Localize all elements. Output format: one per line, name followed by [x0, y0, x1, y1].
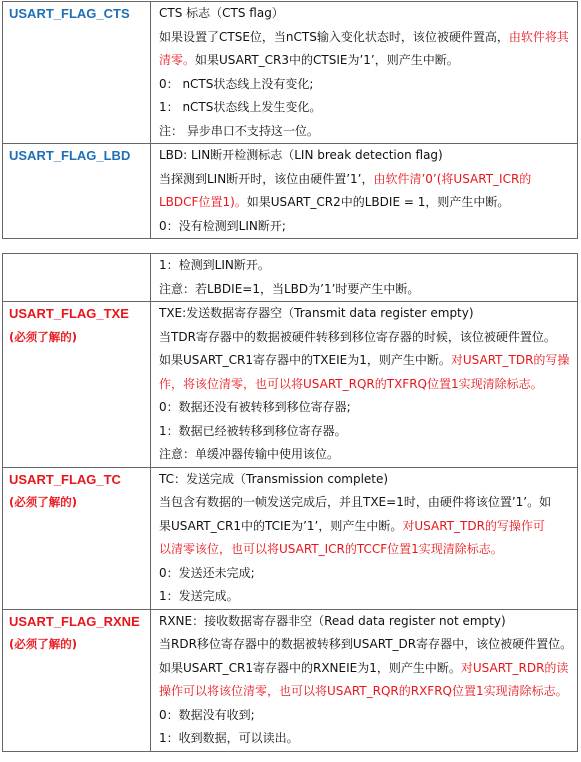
highlight-text: 对USART_TDR的写操 — [450, 353, 570, 367]
description-line — [159, 49, 577, 73]
description-text: TXE:发送数据寄存器空（Transmit data register empty) — [159, 306, 474, 320]
description-text: 0： nCTS状态线上没有变化; — [159, 76, 314, 91]
description-text: 如果USART_CR1寄存器中的RXNEIE为1，则产生中断。 — [159, 660, 461, 675]
description-text: 1：收到数据，可以读出。 — [159, 731, 299, 745]
flag-desc-cell — [151, 609, 578, 751]
flag-desc-cell — [151, 302, 578, 468]
flag-desc-cell — [151, 2, 578, 144]
highlight-text: 操作可以将该位清零，也可以将USART_RQR的RXFRQ位置1实现清除标志。 — [159, 684, 568, 698]
description-text: 0：没有检测到LIN断开; — [159, 218, 286, 233]
table-row-lbd — [3, 144, 578, 239]
description-text: 1：检测到LIN断开。 — [159, 258, 270, 272]
description-line — [159, 727, 577, 751]
description-text: 如果USART_CR1寄存器中的TXEIE为1，则产生中断。 — [159, 353, 451, 367]
description-text: RXNE：接收数据寄存器非空（Read data register not empty) — [159, 613, 506, 628]
description-line — [159, 704, 577, 728]
description-line — [159, 420, 577, 444]
description-line — [159, 73, 577, 97]
description-text: CTS 标志（CTS flag） — [159, 6, 284, 20]
description-text: 当RDR移位寄存器中的数据被转移到USART_DR寄存器中，该位被硬件置位。 — [159, 637, 573, 651]
table-row-txe — [3, 302, 578, 468]
description-line — [159, 278, 577, 302]
description-line — [159, 610, 577, 634]
description-text: 如果USART_CR2中的LBDIE = 1，则产生中断。 — [246, 195, 510, 209]
description-text: LBD: LIN断开检测标志（LIN break detection flag) — [159, 148, 443, 162]
highlight-text: 对USART_RDR的读 — [460, 660, 569, 675]
flag-desc-cell — [151, 144, 578, 239]
highlight-text: 对USART_TDR的写操作可 — [402, 518, 545, 533]
description-text: 0：数据还没有被转移到移位寄存器; — [159, 400, 351, 414]
description-text: 1：数据已经被转移到移位寄存器。 — [159, 423, 347, 438]
description-text: 注意：若LBDIE=1，当LBD为’1’时要产生中断。 — [159, 281, 420, 296]
flag-name-cell — [3, 302, 151, 468]
description-line — [159, 657, 577, 681]
flag-name-cell — [3, 467, 151, 609]
description-line — [159, 326, 577, 350]
description-line — [159, 349, 577, 373]
description-line — [159, 373, 577, 397]
description-line — [159, 585, 577, 609]
description-line — [159, 191, 577, 215]
description-text: 当包含有数据的一帧发送完成后，并且TXE=1时，由硬件将该位置’1’。如 — [159, 495, 552, 509]
highlight-text: 由软件将其 — [508, 29, 569, 44]
description-line — [159, 168, 577, 192]
must-know-note: (必须了解的) — [9, 637, 78, 651]
table-row-tc — [3, 467, 578, 609]
description-line — [159, 468, 577, 492]
flag-desc-cell — [151, 467, 578, 609]
flag-desc-cell — [151, 254, 578, 302]
description-line — [159, 144, 577, 168]
description-text: 果USART_CR1中的TCIE为’1’，则产生中断。 — [159, 518, 403, 533]
description-line — [159, 633, 577, 657]
highlight-text: 清零。 — [159, 53, 196, 67]
description-text: 注： 异步串口不支持这一位。 — [159, 123, 319, 138]
description-line — [159, 396, 577, 420]
description-line — [159, 538, 577, 562]
flag-name-lbd: USART_FLAG_LBD — [9, 148, 131, 163]
flag-table-bottom — [2, 253, 578, 752]
description-line — [159, 515, 577, 539]
flag-table-top — [2, 1, 578, 239]
description-text: TC：发送完成（Transmission complete) — [159, 471, 389, 486]
description-line — [159, 443, 577, 467]
flag-name-cell — [3, 609, 151, 751]
flag-name-tc: USART_FLAG_TC — [9, 471, 121, 487]
page-break-gap — [0, 244, 581, 252]
description-text: 注意：单缓冲器传输中使用该位。 — [159, 447, 340, 461]
description-text: 如果USART_CR3中的CTSIE为’1’，则产生中断。 — [195, 53, 459, 67]
description-line — [159, 562, 577, 586]
must-know-note: (必须了解的) — [9, 495, 78, 509]
must-know-note: (必须了解的) — [9, 329, 78, 344]
description-text: 1： nCTS状态线上发生变化。 — [159, 100, 322, 114]
flag-name-txe: USART_FLAG_TXE — [9, 306, 129, 321]
description-line — [159, 96, 577, 120]
description-text: 如果设置了CTSE位，当nCTS输入变化状态时，该位被硬件置高， — [159, 29, 509, 44]
description-text: 当探测到LIN断开时，该位由硬件置’1’， — [159, 171, 374, 186]
description-text: 0：数据没有收到; — [159, 707, 255, 722]
description-text: 当TDR寄存器中的数据被硬件转移到移位寄存器的时候，该位被硬件置位。 — [159, 329, 556, 344]
description-line — [159, 120, 577, 144]
description-line — [159, 26, 577, 50]
highlight-text: 以清零该位，也可以将USART_ICR的TCCF位置1实现清除标志。 — [159, 542, 503, 556]
description-line — [159, 254, 577, 278]
description-line — [159, 302, 577, 326]
flag-name-cts: USART_FLAG_CTS — [9, 6, 130, 21]
flag-name-rxne: USART_FLAG_RXNE — [9, 613, 140, 629]
table-row-rxne — [3, 609, 578, 751]
flag-name-cell-empty — [3, 254, 151, 302]
description-line — [159, 491, 577, 515]
description-text: 1：发送完成。 — [159, 589, 239, 603]
description-line — [159, 215, 577, 239]
highlight-text: LBDCF位置1)。 — [159, 195, 247, 209]
description-line — [159, 2, 577, 26]
table-row-lbd-continued — [3, 254, 578, 302]
description-text: 0：发送还未完成; — [159, 565, 255, 580]
table-row-cts — [3, 2, 578, 144]
highlight-text: 由软件清’0’(将USART_ICR的 — [373, 171, 532, 186]
flag-name-cell — [3, 144, 151, 239]
flag-name-cell — [3, 2, 151, 144]
highlight-text: 作，将该位清零，也可以将USART_RQR的TXFRQ位置1实现清除标志。 — [159, 376, 543, 391]
description-line — [159, 680, 577, 704]
